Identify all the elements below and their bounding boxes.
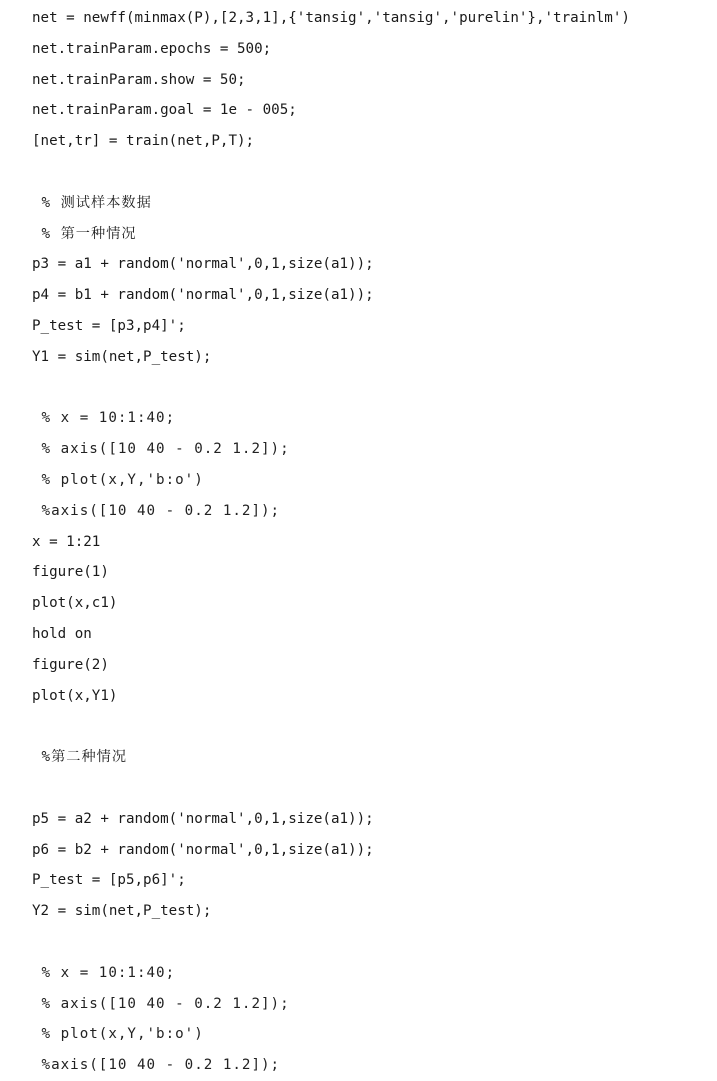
blank-line (32, 711, 712, 742)
comment-axis-4: %axis([10 40 - 0.2 1.2]); (32, 1057, 281, 1074)
code-line-y2: Y2 = sim(net,P_test); (32, 903, 212, 920)
comment-case-one: % 第一种情况 (32, 225, 137, 242)
blank-line (32, 927, 712, 958)
blank-line (32, 773, 712, 804)
code-listing (32, 3, 712, 1081)
code-line-newff: net = newff(minmax(P),[2,3,1],{'tansig','tansig','purelin'},'trainlm') (32, 10, 630, 26)
comment-x-range-2: % x = 10:1:40; (32, 964, 176, 981)
code-line-train: [net,tr] = train(net,P,T); (32, 133, 255, 150)
code-line-goal: net.trainParam.goal = 1e - 005; (32, 102, 297, 119)
blank-line (32, 373, 712, 404)
code-line-p5: p5 = a2 + random('normal',0,1,size(a1)); (32, 810, 374, 827)
comment-axis-2: %axis([10 40 - 0.2 1.2]); (32, 502, 281, 519)
code-line-ptest-1: P_test = [p3,p4]'; (32, 317, 186, 334)
code-line-plot-c1: plot(x,c1) (32, 595, 118, 612)
code-line-hold-on: hold on (32, 625, 92, 642)
comment-case-two: %第二种情况 (32, 749, 128, 766)
code-line-y1: Y1 = sim(net,P_test); (32, 348, 212, 365)
comment-axis-3: % axis([10 40 - 0.2 1.2]); (32, 995, 290, 1012)
code-line-figure-1: figure(1) (32, 564, 109, 581)
comment-test-data: % 测试样本数据 (32, 194, 152, 211)
code-line-epochs: net.trainParam.epochs = 500; (32, 40, 272, 57)
code-line-p6: p6 = b2 + random('normal',0,1,size(a1)); (32, 841, 374, 858)
comment-plot-1: % plot(x,Y,'b:o') (32, 471, 204, 488)
code-line-ptest-2: P_test = [p5,p6]'; (32, 872, 186, 889)
code-line-p4: p4 = b1 + random('normal',0,1,size(a1)); (32, 287, 374, 304)
comment-plot-2: % plot(x,Y,'b:o') (32, 1026, 204, 1043)
code-line-x: x = 1:21 (32, 533, 101, 550)
code-line-p3: p3 = a1 + random('normal',0,1,size(a1)); (32, 256, 374, 273)
code-line-plot-y1: plot(x,Y1) (32, 687, 118, 704)
comment-x-range-1: % x = 10:1:40; (32, 410, 176, 427)
blank-line (32, 157, 712, 188)
code-line-show: net.trainParam.show = 50; (32, 71, 246, 88)
code-line-figure-2: figure(2) (32, 656, 109, 673)
comment-axis-1: % axis([10 40 - 0.2 1.2]); (32, 441, 290, 458)
